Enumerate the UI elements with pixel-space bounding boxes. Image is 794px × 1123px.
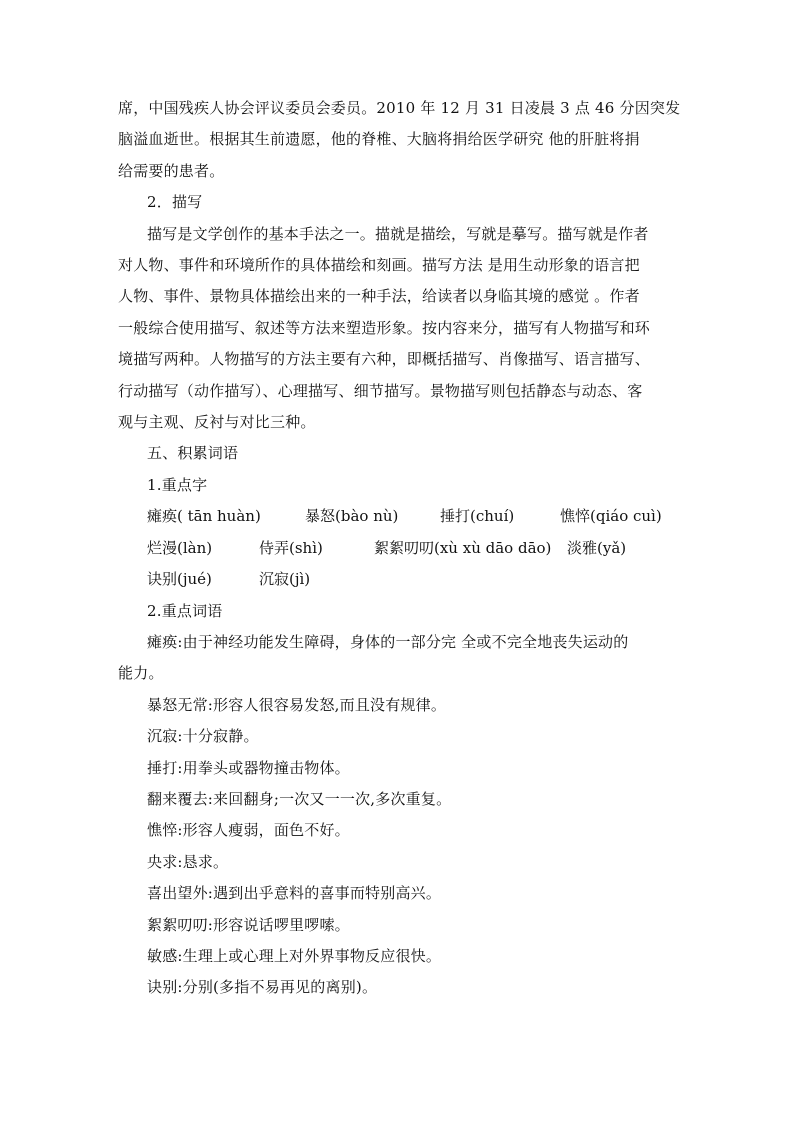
key-char-item: 诀别(jué)	[147, 570, 212, 589]
miaoxie-line-6: 行动描写（动作描写）、心理描写、细节描写。景物描写则包括静态与动态、客	[118, 381, 643, 400]
key-char-item: 淡雅(yǎ)	[567, 538, 627, 557]
key-char-item: 烂漫(làn)	[147, 538, 213, 557]
definition-item: 诀别:分别(多指不易再见的离别)。	[147, 978, 378, 997]
definition-item: 沉寂:十分寂静。	[147, 727, 259, 746]
miaoxie-line-3: 人物、事件、景物具体描绘出来的一种手法，给读者以身临其境的感觉 。作者	[118, 287, 640, 306]
key-char-item: 沉寂(jì)	[259, 570, 311, 589]
definition-item: 捶打:用拳头或器物撞击物体。	[147, 758, 350, 777]
definition-item: 喜出望外:遇到出乎意料的喜事而特别高兴。	[147, 884, 442, 903]
definition-first-line-1: 瘫痪:由于神经功能发生障碍，身体的一部分完 全或不完全地丧失运动的	[147, 632, 629, 651]
key-char-item: 瘫痪( tān huàn)	[147, 507, 261, 526]
intro-line-2: 脑溢血逝世。根据其生前遗愿，他的脊椎、大脑将捐给医学研究 他的肝脏将捐	[118, 130, 640, 149]
definition-item: 絮絮叨叨:形容说话啰里啰嗦。	[147, 915, 350, 934]
definition-item: 央求:恳求。	[147, 852, 229, 871]
key-char-item: 侍弄(shì)	[259, 538, 323, 557]
key-chars-row-1	[118, 501, 678, 532]
miaoxie-line-7: 观与主观、反衬与对比三种。	[118, 413, 316, 432]
intro-line-1: 席，中国残疾人协会评议委员会委员。2010 年 12 月 31 日凌晨 3 点 46 分因突发	[118, 99, 681, 117]
definition-item: 憔悴:形容人瘦弱，面色不好。	[147, 821, 350, 840]
miaoxie-line-5: 境描写两种。人物描写的方法主要有六种，即概括描写、肖像描写、语言描写、	[118, 350, 651, 369]
section-heading-miaoxie: 2．描写	[147, 193, 203, 212]
key-char-item: 憔悴(qiáo cuì)	[560, 507, 662, 526]
miaoxie-line-1: 描写是文学创作的基本手法之一。描就是描绘，写就是摹写。描写就是作者	[147, 224, 649, 243]
definition-item: 翻来覆去:来回翻身;一次又一一次,多次重复。	[147, 789, 452, 808]
definition-item: 暴怒无常:形容人很容易发怒,而且没有规律。	[147, 695, 447, 714]
key-chars-row-2	[118, 533, 678, 564]
key-char-item: 捶打(chuí)	[440, 507, 515, 526]
definition-item: 敏感:生理上或心理上对外界事物反应很快。	[147, 946, 442, 965]
document-page	[118, 93, 681, 1004]
miaoxie-line-4: 一般综合使用描写、叙述等方法来塑造形象。按内容来分，描写有人物描写和环	[118, 318, 651, 337]
intro-line-3: 给需要的患者。	[118, 161, 225, 180]
subheading-key-words: 2.重点词语	[147, 601, 223, 620]
key-char-item: 暴怒(bào nù)	[305, 507, 399, 526]
subheading-key-chars: 1.重点字	[147, 475, 208, 494]
definition-first-line-2: 能力。	[118, 664, 164, 683]
key-chars-row-3	[118, 564, 678, 595]
miaoxie-line-2: 对人物、事件和环境所作的具体描绘和刻画。描写方法 是用生动形象的语言把	[118, 256, 640, 275]
section-heading-five: 五、积累词语	[147, 444, 239, 463]
key-char-item: 絮絮叨叨(xù xù dāo dāo)	[374, 538, 552, 557]
